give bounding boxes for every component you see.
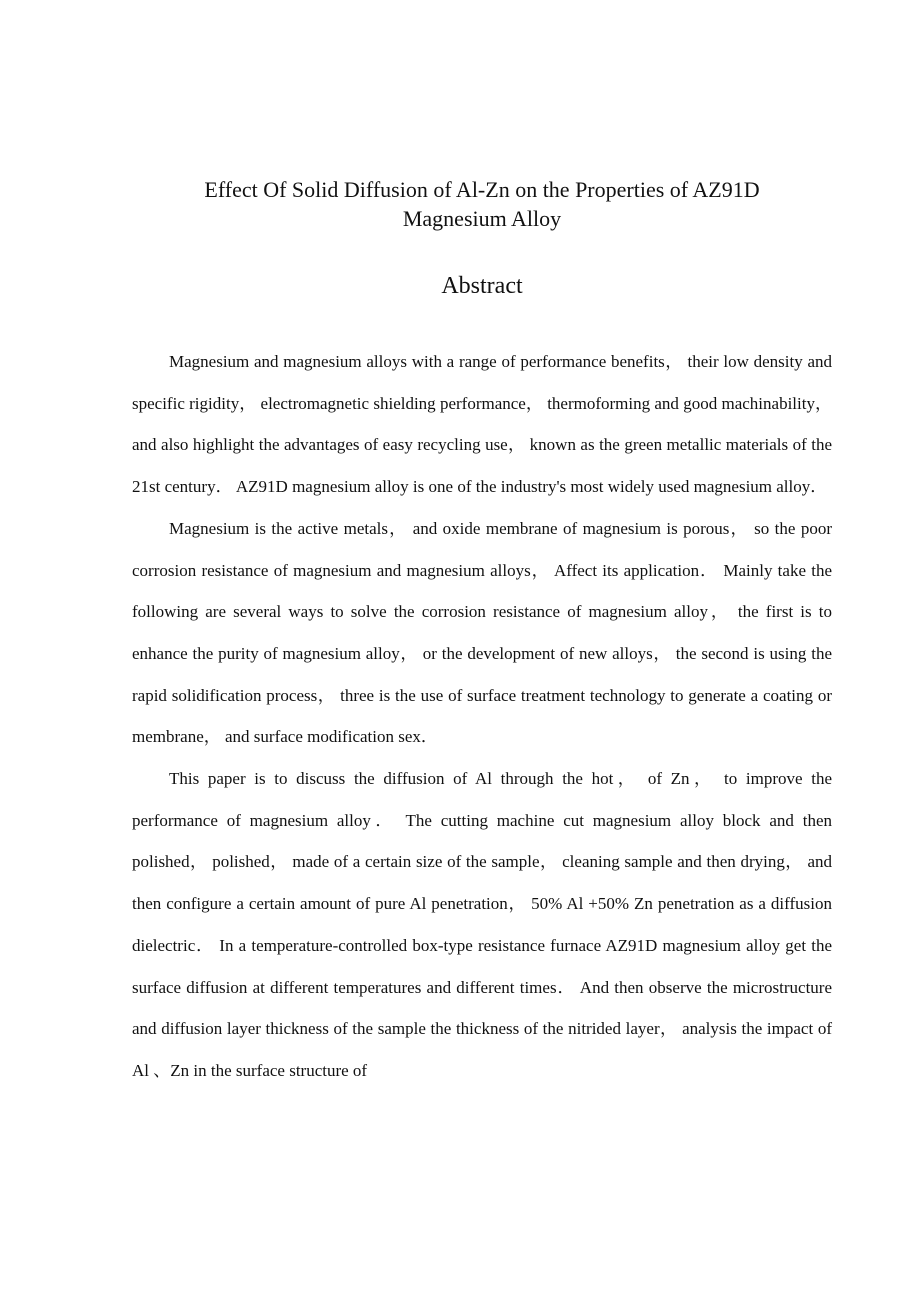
paper-title	[132, 175, 832, 233]
abstract-paragraph-3: This paper is to discuss the diffusion of Al through the hot， of Zn， to improve the performance of magnesium alloy． The cutting machine cut magnesium alloy block and then polished， polished， made of a certain size of the sample， cleaning sample and then drying， and then configure a certain amount of pure Al penetration， 50% Al +50% Zn penetration as a diffusion dielectric． In a temperature-controlled box-type resistance furnace AZ91D magnesium alloy get the surface diffusion at different temperatures and different times． And then observe the microstructure and diffusion layer thickness of the sample the thickness of the nitrided layer， analysis the impact of Al 、Zn in the surface structure of	[132, 769, 832, 1080]
abstract-paragraph-2: Magnesium is the active metals， and oxide membrane of magnesium is porous， so the poor corrosion resistance of magnesium and magnesium alloys， Affect its application． Mainly take the following are several ways to solve the corrosion resistance of magnesium alloy， the first is to enhance the purity of magnesium alloy， or the development of new alloys， the second is using the rapid solidification process， three is the use of surface treatment technology to generate a coating or membrane， and surface modification sex．	[132, 518, 832, 747]
paper-title-line-1: Effect Of Solid Diffusion of Al-Zn on the Properties of AZ91D	[204, 177, 760, 202]
abstract-body	[132, 341, 832, 1092]
abstract-heading: Abstract	[441, 273, 523, 299]
abstract-paragraph-1: Magnesium and magnesium alloys with a range of performance benefits， their low density and specific rigidity， electromagnetic shielding performance， thermoforming and good machinability， and also highlight the advantages of easy recycling use， known as the green metallic materials of the 21st century． AZ91D magnesium alloy is one of the industry's most widely used magnesium alloy．	[132, 352, 832, 497]
paper-title-line-2: Magnesium Alloy	[402, 206, 562, 231]
